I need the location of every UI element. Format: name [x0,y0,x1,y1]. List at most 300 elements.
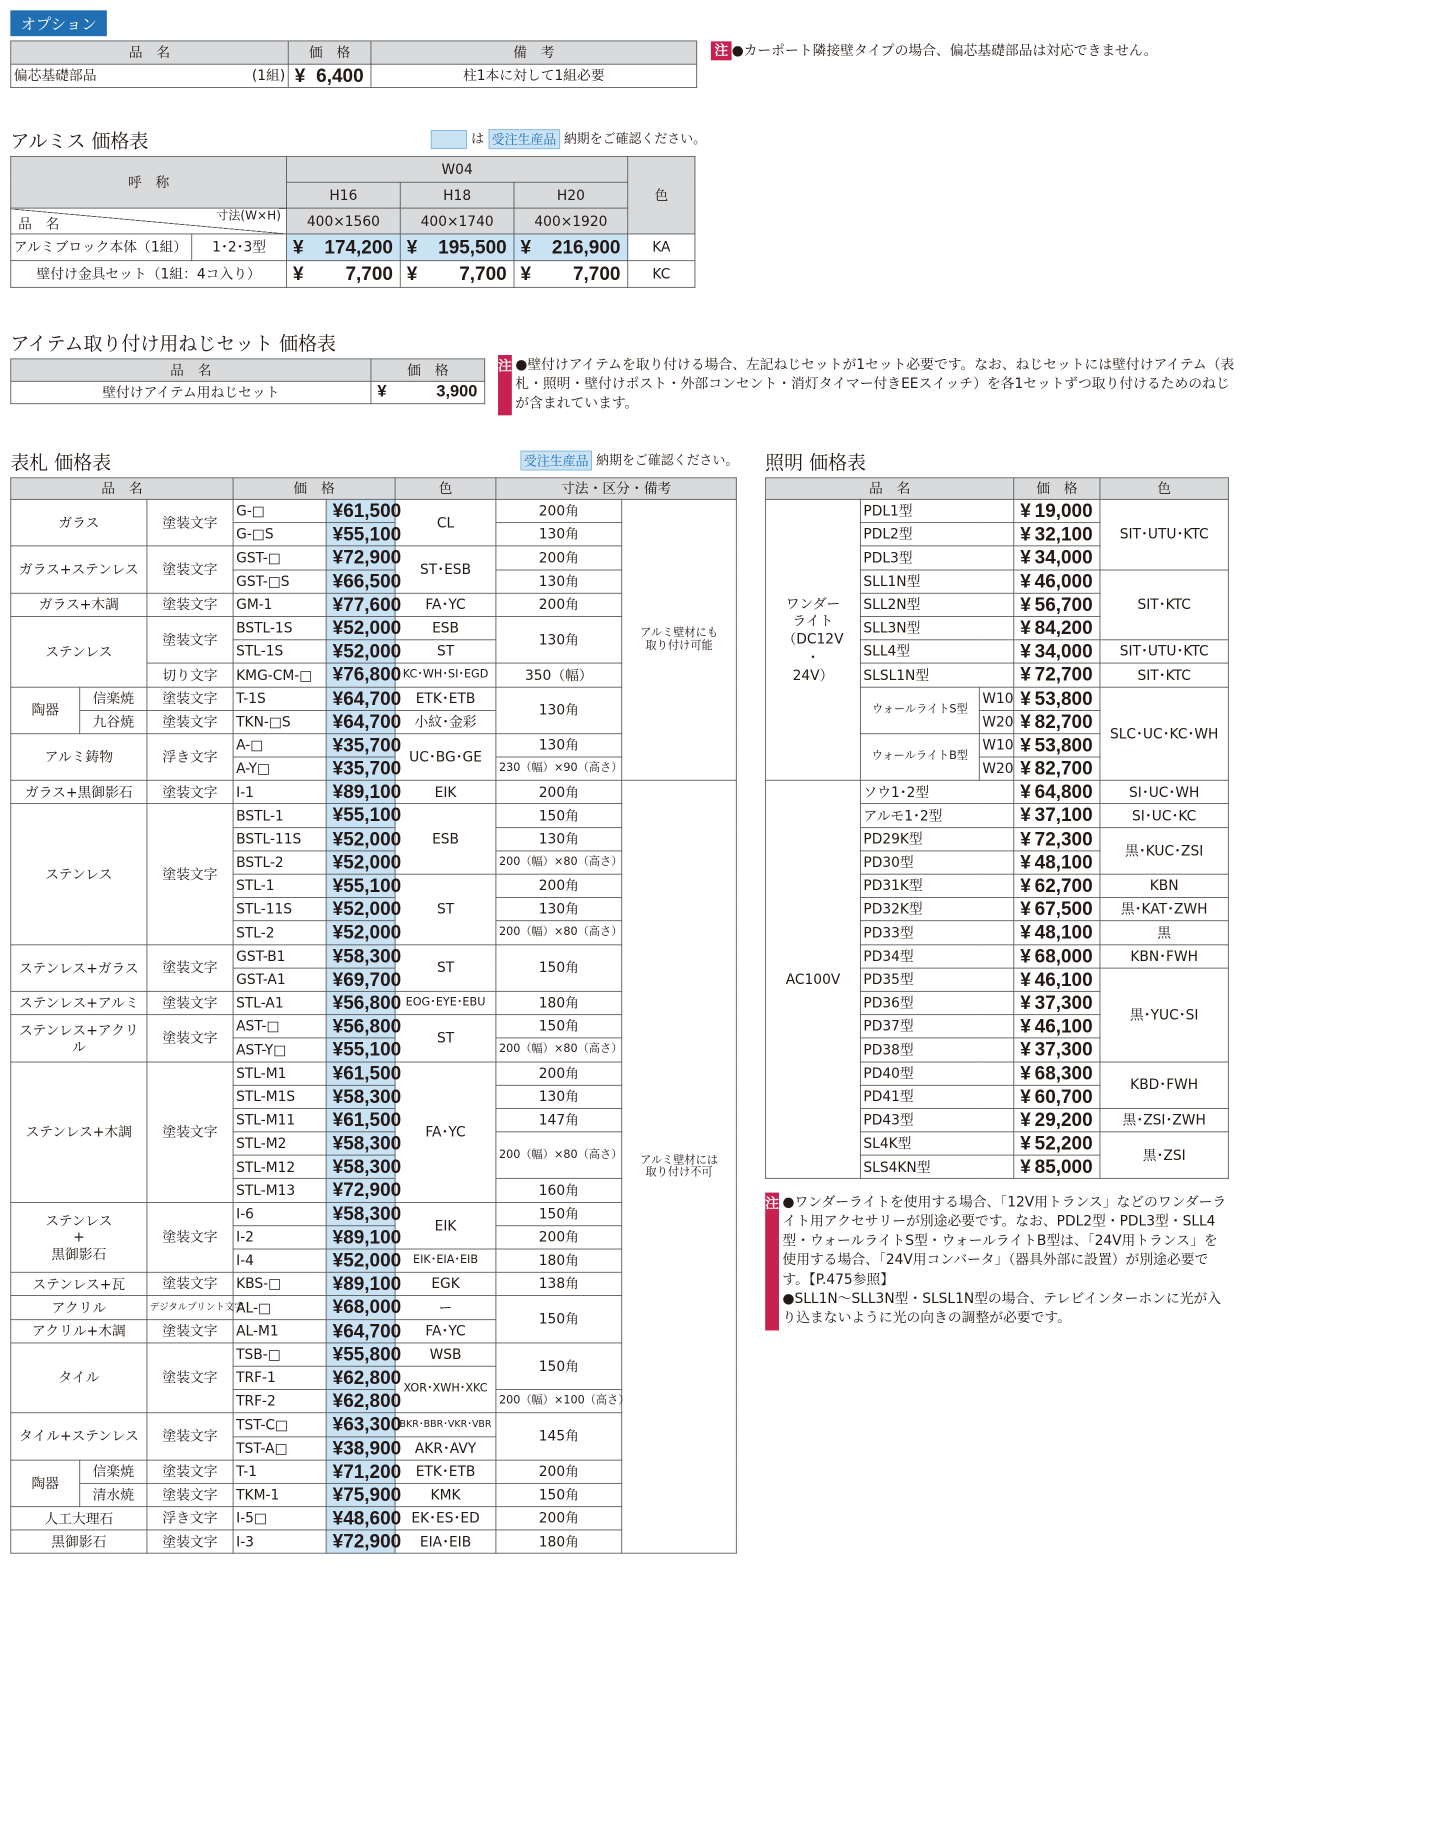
shomei-color: SI･UC･KC [1100,804,1228,827]
hyosatsu-size: 150角 [496,804,622,827]
hyosatsu-price: ¥ 55,100 [326,523,395,546]
hyosatsu-price: ¥ 89,100 [326,780,395,803]
shomei-color: 黒･YUC･SI [1100,968,1228,1062]
hyosatsu-size: 150角 [496,1015,622,1038]
hyosatsu-code: STL-1S [233,640,326,663]
hyosatsu-size: 147角 [496,1108,622,1131]
shomei-price: ¥ 48,100 [1014,921,1100,944]
hyosatsu-lettering: 塗装文字 [147,616,233,663]
hyosatsu-category: ガラス+ステンレス [11,546,147,593]
shomei-color: 黒･ZSI [1100,1132,1228,1179]
hyosatsu-price: ¥ 75,900 [326,1483,395,1506]
hyosatsu-price: ¥ 71,200 [326,1460,395,1483]
hyosatsu-code: I-2 [233,1226,326,1249]
hyosatsu-lettering: 塗装文字 [147,1343,233,1413]
hyosatsu-lettering: デジタルプリント文字 [147,1296,233,1319]
shomei-name: PD35型 [860,968,1013,991]
alumis-header-yobi: 呼 称 [11,156,287,208]
shomei-color: 黒･KUC･ZSI [1100,827,1228,874]
hyosatsu-lettering: 塗装文字 [147,1460,233,1483]
hyosatsu-price: ¥ 62,800 [326,1390,395,1413]
hyosatsu-size: 230（幅）×90（高さ） [496,757,622,780]
shomei-note-2: ●SLL1N〜SLL3N型・SLSL1N型の場合、テレビインターホンに光が入り込まないように光の向きの調整が必要です。 [782,1289,1222,1326]
hyosatsu-lettering: 塗装文字 [147,1319,233,1342]
note-mark: 注 [498,355,512,415]
hyosatsu-code: AL-M1 [233,1319,326,1342]
hyosatsu-header-remark: 寸法・区分・備考 [496,478,736,500]
hyosatsu-category: アクリル+木調 [11,1319,147,1342]
hyosatsu-color: EIK･EIA･EIB [395,1249,496,1272]
hyosatsu-price: ¥ 72,900 [326,1179,395,1202]
hyosatsu-size: 200角 [496,780,622,803]
shomei-name: アルモ1･2型 [860,804,1013,827]
hyosatsu-size: 200（幅）×80（高さ） [496,851,622,874]
hyosatsu-category: アルミ鋳物 [11,734,147,781]
made-to-order-tag: 受注生産品 [488,129,560,149]
shomei-price: ¥ 72,700 [1014,663,1100,686]
hyosatsu-lettering: 塗装文字 [147,1062,233,1203]
hyosatsu-category: ステンレス+ガラス [11,944,147,991]
hyosatsu-category: ステンレス+瓦 [11,1272,147,1295]
hyosatsu-code: BSTL-1S [233,616,326,639]
hyosatsu-price: ¥ 58,300 [326,1155,395,1178]
hyosatsu-size: 150角 [496,1296,622,1343]
hyosatsu-code: GST-□S [233,570,326,593]
hyosatsu-color: FA･YC [395,593,496,616]
shomei-name: SLL4型 [860,640,1013,663]
hyosatsu-size: 130角 [496,734,622,757]
hyosatsu-code: STL-11S [233,898,326,921]
hyosatsu-code: STL-M12 [233,1155,326,1178]
hyosatsu-price: ¥ 58,300 [326,1085,395,1108]
shomei-name: SLL3N型 [860,616,1013,639]
hyosatsu-lettering: 塗装文字 [147,1202,233,1272]
option-header-name: 品 名 [11,41,288,64]
option-badge: オプション [10,10,107,36]
hyosatsu-code: KMG-CM-□ [233,663,326,686]
shomei-name: PD34型 [860,944,1013,967]
hyosatsu-category: ステンレス+アルミ [11,991,147,1014]
hyosatsu-remark: アルミ壁材には 取り付け不可 [622,780,737,1553]
hyosatsu-price: ¥ 61,500 [326,1062,395,1085]
hyosatsu-color: ST [395,874,496,944]
hyosatsu-price: ¥ 89,100 [326,1226,395,1249]
hyosatsu-category: ステンレス+木調 [11,1062,147,1203]
hyosatsu-size: 130角 [496,827,622,850]
note-mark: 注 [765,1193,779,1331]
shomei-price: ¥ 60,700 [1014,1085,1100,1108]
shomei-name: PD43型 [860,1108,1013,1131]
hyosatsu-category: ガラス+木調 [11,593,147,616]
hyosatsu-category: ステンレス [11,616,147,686]
hyosatsu-color: FA･YC [395,1062,496,1203]
hyosatsu-price: ¥ 52,000 [326,898,395,921]
hyosatsu-subcategory: 信楽焼 [80,687,147,710]
hyosatsu-price: ¥ 35,700 [326,757,395,780]
hyosatsu-code: TST-A□ [233,1436,326,1459]
hyosatsu-code: STL-M11 [233,1108,326,1131]
hyosatsu-code: AL-□ [233,1296,326,1319]
hyosatsu-color: EIK [395,780,496,803]
hyosatsu-price: ¥ 58,300 [326,944,395,967]
hyosatsu-code: AST-Y□ [233,1038,326,1061]
hyosatsu-category: 人工大理石 [11,1507,147,1530]
hyosatsu-price: ¥ 66,500 [326,570,395,593]
hyosatsu-subcategory: 九谷焼 [80,710,147,733]
hyosatsu-size: 200角 [496,1226,622,1249]
hyosatsu-title: 表札 価格表 [10,452,112,474]
shomei-header-name: 品 名 [766,478,1014,500]
shomei-header-price: 価 格 [1014,478,1100,500]
hyosatsu-price: ¥ 38,900 [326,1436,395,1459]
shomei-price: ¥ 37,300 [1014,991,1100,1014]
hyosatsu-color: EOG･EYE･EBU [395,991,496,1014]
hyosatsu-price: ¥ 48,600 [326,1507,395,1530]
shomei-price: ¥ 68,300 [1014,1062,1100,1085]
hyosatsu-color: ST [395,640,496,663]
hyosatsu-code: STL-M1 [233,1062,326,1085]
hyosatsu-code: STL-M1S [233,1085,326,1108]
hyosatsu-color: KC･WH･SI･EGD [395,663,496,686]
hyosatsu-color: EIK [395,1202,496,1249]
hyosatsu-code: TSB-□ [233,1343,326,1366]
shomei-name: PDL1型 [860,499,1013,522]
hyosatsu-lettering: 塗装文字 [147,687,233,710]
hyosatsu-code: G-□S [233,523,326,546]
shomei-color: SI･UC･WH [1100,780,1228,803]
shomei-name: PD29K型 [860,827,1013,850]
hyosatsu-size: 200角 [496,593,622,616]
hyosatsu-subcategory: 清水焼 [80,1483,147,1506]
hyosatsu-size: 130角 [496,616,622,663]
hyosatsu-price: ¥ 56,800 [326,991,395,1014]
shomei-wall-light-b: ウォールライトB型 [860,734,979,781]
hyosatsu-lettering: 塗装文字 [147,593,233,616]
hyosatsu-size: 160角 [496,1179,622,1202]
hyosatsu-color: EGK [395,1272,496,1295]
hyosatsu-price: ¥ 72,900 [326,546,395,569]
hyosatsu-price: ¥ 62,800 [326,1366,395,1389]
shomei-price: ¥ 46,100 [1014,968,1100,991]
hyosatsu-size: 200（幅）×80（高さ） [496,921,622,944]
shomei-color: KBN [1100,874,1228,897]
hyosatsu-category: 黒御影石 [11,1530,147,1553]
hyosatsu-code: A-□ [233,734,326,757]
hyosatsu-color: UC･BG･GE [395,734,496,781]
shomei-table [765,477,1229,1179]
screw-row-name: 壁付けアイテム用ねじセット [11,381,371,403]
shomei-price: ¥ 37,300 [1014,1038,1100,1061]
shomei-name: SLL2N型 [860,593,1013,616]
hyosatsu-price: ¥ 61,500 [326,1108,395,1131]
alumis-header-w04: W04 [287,156,628,182]
hyosatsu-lettering: 塗装文字 [147,1483,233,1506]
shomei-name: PD36型 [860,991,1013,1014]
shomei-price: ¥ 56,700 [1014,593,1100,616]
hyosatsu-price: ¥ 89,100 [326,1272,395,1295]
alumis-row-type: 1･2･3型 [192,234,287,261]
shomei-price: ¥ 72,300 [1014,827,1100,850]
shomei-row [766,780,1229,803]
hyosatsu-code: I-3 [233,1530,326,1553]
shomei-wattage: W20 [979,710,1013,733]
hyosatsu-category: ステンレス [11,804,147,945]
hyosatsu-color: WSB [395,1343,496,1366]
hyosatsu-color: ST [395,1015,496,1062]
alumis-row-price: ¥ 174,200 [287,234,401,261]
hyosatsu-code: I-1 [233,780,326,803]
shomei-color: KBD･FWH [1100,1062,1228,1109]
shomei-price: ¥ 29,200 [1014,1108,1100,1131]
hyosatsu-category: アクリル [11,1296,147,1319]
shomei-price: ¥ 53,800 [1014,687,1100,710]
hyosatsu-code: TKM-1 [233,1483,326,1506]
hyosatsu-size: 200角 [496,1062,622,1085]
shomei-price: ¥ 34,000 [1014,640,1100,663]
option-note: 注 ●カーポート隣接壁タイプの場合、偏芯基礎部品は対応できません。 [711,41,1157,60]
hyosatsu-price: ¥ 68,000 [326,1296,395,1319]
hyosatsu-lettering: 浮き文字 [147,1507,233,1530]
hyosatsu-price: ¥ 55,100 [326,1038,395,1061]
screw-header-price: 価 格 [371,359,485,381]
shomei-name: PD40型 [860,1062,1013,1085]
shomei-name: PD31K型 [860,874,1013,897]
hyosatsu-code: I-5□ [233,1507,326,1530]
hyosatsu-code: G-□ [233,499,326,522]
hyosatsu-price: ¥ 55,100 [326,804,395,827]
hyosatsu-code: I-4 [233,1249,326,1272]
hyosatsu-size: 130角 [496,523,622,546]
hyosatsu-category: タイル [11,1343,147,1413]
hyosatsu-row [11,499,737,522]
hyosatsu-color: ST･ESB [395,546,496,593]
hyosatsu-size: 200（幅）×100（高さ） [496,1390,622,1413]
hyosatsu-price: ¥ 64,700 [326,710,395,733]
hyosatsu-size: 145角 [496,1413,622,1460]
shomei-wattage: W10 [979,734,1013,757]
hyosatsu-price: ¥ 52,000 [326,827,395,850]
shomei-price: ¥ 67,500 [1014,898,1100,921]
alumis-dim-h16: 400×1560 [287,208,401,234]
hyosatsu-category: ガラス [11,499,147,546]
hyosatsu-color: XOR･XWH･XKC [395,1366,496,1413]
shomei-name: ソウ1･2型 [860,780,1013,803]
hyosatsu-size: 150角 [496,944,622,991]
hyosatsu-category: タイル+ステンレス [11,1413,147,1460]
shomei-price: ¥ 48,100 [1014,851,1100,874]
hyosatsu-color: ESB [395,616,496,639]
hyosatsu-code: TKN-□S [233,710,326,733]
hyosatsu-code: GM-1 [233,593,326,616]
hyosatsu-color: FA･YC [395,1319,496,1342]
hyosatsu-price: ¥ 52,000 [326,851,395,874]
hyosatsu-color: 小紋･金彩 [395,710,496,733]
shomei-price: ¥ 68,000 [1014,944,1100,967]
hyosatsu-color: BKR･BBR･VKR･VBR [395,1413,496,1436]
hyosatsu-size: 200（幅）×80（高さ） [496,1038,622,1061]
shomei-price: ¥ 46,000 [1014,570,1100,593]
hyosatsu-lettering: 浮き文字 [147,734,233,781]
hyosatsu-size: 200角 [496,499,622,522]
hyosatsu-size: 200角 [496,1507,622,1530]
hyosatsu-header-name: 品 名 [11,478,233,500]
shomei-price: ¥ 82,700 [1014,710,1100,733]
hyosatsu-code: STL-M2 [233,1132,326,1155]
shomei-price: ¥ 32,100 [1014,523,1100,546]
hyosatsu-price: ¥ 52,000 [326,921,395,944]
shomei-wattage: W20 [979,757,1013,780]
alumis-row-color: KA [628,234,695,261]
shomei-name: PDL2型 [860,523,1013,546]
shomei-price: ¥ 19,000 [1014,499,1100,522]
hyosatsu-code: TST-C□ [233,1413,326,1436]
shomei-price: ¥ 52,200 [1014,1132,1100,1155]
hyosatsu-code: TRF-1 [233,1366,326,1389]
hyosatsu-code: STL-1 [233,874,326,897]
shomei-wattage: W10 [979,687,1013,710]
alumis-header-corner: 品 名 寸法(W×H) [11,208,287,234]
option-header-price: 価 格 [288,41,371,64]
hyosatsu-lettering: 塗装文字 [147,991,233,1014]
hyosatsu-code: STL-A1 [233,991,326,1014]
made-to-order-tag: 受注生産品 [520,451,592,471]
shomei-color: 黒･ZSI･ZWH [1100,1108,1228,1131]
option-row-name: 偏芯基礎部品 (1組) [11,64,288,87]
shomei-price: ¥ 85,000 [1014,1155,1100,1178]
shomei-color: SIT･UTU･KTC [1100,499,1228,569]
shomei-color: KBN･FWH [1100,944,1228,967]
alumis-table [10,156,695,288]
screw-title: アイテム取り付け用ねじセット 価格表 [10,333,336,356]
hyosatsu-table [10,477,736,1554]
option-row-price: ¥ 6,400 [288,64,371,87]
hyosatsu-category: 陶器 [11,687,80,734]
alumis-row-price: ¥ 7,700 [514,261,628,288]
hyosatsu-price: ¥ 64,700 [326,1319,395,1342]
shomei-name: SLS4KN型 [860,1155,1013,1178]
shomei-group-ac100v: AC100V [766,780,861,1178]
hyosatsu-code: STL-M13 [233,1179,326,1202]
screw-note: 注 ●壁付けアイテムを取り付ける場合、左記ねじセットが1セット必要です。なお、ねじセットには壁付けアイテム（表札・照明・壁付けポスト・外部コンセント・消灯タイマー付きEEスイッチ）を各1セットずつ取り付けるためのねじが含まれています。 [498,355,1235,415]
alumis-row-price: ¥ 195,500 [400,234,514,261]
hyosatsu-price: ¥ 55,800 [326,1343,395,1366]
hyosatsu-size: 130角 [496,1085,622,1108]
hyosatsu-size: 180角 [496,991,622,1014]
hyosatsu-code: BSTL-11S [233,827,326,850]
hyosatsu-price: ¥ 58,300 [326,1132,395,1155]
shomei-name: PD33型 [860,921,1013,944]
hyosatsu-category: ステンレス + 黒御影石 [11,1202,147,1272]
hyosatsu-color: ー [395,1296,496,1319]
hyosatsu-color: AKR･AVY [395,1436,496,1459]
hyosatsu-code: TRF-2 [233,1390,326,1413]
hyosatsu-color: ETK･ETB [395,687,496,710]
hyosatsu-lettering: 塗装文字 [147,710,233,733]
alumis-legend: は 受注生産品 納期をご確認ください。 [431,129,706,149]
hyosatsu-lettering: 塗装文字 [147,1015,233,1062]
hyosatsu-code: BSTL-1 [233,804,326,827]
hyosatsu-price: ¥ 55,100 [326,874,395,897]
alumis-dim-h18: 400×1740 [400,208,514,234]
hyosatsu-size: 200角 [496,874,622,897]
alumis-row-price: ¥ 216,900 [514,234,628,261]
hyosatsu-code: GST-B1 [233,944,326,967]
hyosatsu-price: ¥ 56,800 [326,1015,395,1038]
hyosatsu-color: ST [395,944,496,991]
hyosatsu-code: STL-2 [233,921,326,944]
hyosatsu-price: ¥ 64,700 [326,687,395,710]
shomei-price: ¥ 53,800 [1014,734,1100,757]
hyosatsu-code: KBS-□ [233,1272,326,1295]
hyosatsu-size: 150角 [496,1343,622,1390]
hyosatsu-lettering: 塗装文字 [147,944,233,991]
hyosatsu-color: EIA･EIB [395,1530,496,1553]
hyosatsu-color: CL [395,499,496,546]
shomei-note [765,1193,1230,1331]
shomei-name: SLL1N型 [860,570,1013,593]
hyosatsu-color: KMK [395,1483,496,1506]
shomei-name: PD30型 [860,851,1013,874]
shomei-header-color: 色 [1100,478,1228,500]
screw-header-name: 品 名 [11,359,371,381]
hyosatsu-price: ¥ 58,300 [326,1202,395,1225]
hyosatsu-legend: 受注生産品 納期をご確認ください。 [520,451,738,471]
shomei-wall-light-s: ウォールライトS型 [860,687,979,734]
hyosatsu-category: 陶器 [11,1460,80,1507]
hyosatsu-code: I-6 [233,1202,326,1225]
shomei-price: ¥ 62,700 [1014,874,1100,897]
hyosatsu-size: 150角 [496,1202,622,1225]
hyosatsu-size: 130角 [496,570,622,593]
hyosatsu-price: ¥ 72,900 [326,1530,395,1553]
hyosatsu-size: 200（幅）×80（高さ） [496,1132,622,1179]
hyosatsu-code: GST-A1 [233,968,326,991]
shomei-row [766,499,1229,522]
hyosatsu-lettering: 塗装文字 [147,804,233,945]
shomei-color: SIT･KTC [1100,570,1228,640]
hyosatsu-code: GST-□ [233,546,326,569]
alumis-title: アルミス 価格表 [10,130,149,153]
hyosatsu-lettering: 塗装文字 [147,499,233,546]
hyosatsu-size: 180角 [496,1530,622,1553]
hyosatsu-size: 130角 [496,687,622,734]
hyosatsu-price: ¥ 35,700 [326,734,395,757]
alumis-dim-h20: 400×1920 [514,208,628,234]
shomei-price: ¥ 84,200 [1014,616,1100,639]
hyosatsu-price: ¥ 63,300 [326,1413,395,1436]
alumis-row-price: ¥ 7,700 [400,261,514,288]
hyosatsu-code: T-1 [233,1460,326,1483]
shomei-name: PD32K型 [860,898,1013,921]
hyosatsu-size: 200角 [496,1460,622,1483]
note-mark: 注 [711,41,732,60]
hyosatsu-size: 350（幅） [496,663,622,686]
hyosatsu-code: BSTL-2 [233,851,326,874]
screw-row-price: ¥ 3,900 [371,381,485,403]
hyosatsu-lettering: 塗装文字 [147,546,233,593]
hyosatsu-remark: アルミ壁材にも 取り付け可能 [622,499,737,780]
shomei-name: SL4K型 [860,1132,1013,1155]
hyosatsu-price: ¥ 52,000 [326,616,395,639]
hyosatsu-color: ETK･ETB [395,1460,496,1483]
hyosatsu-category: ステンレス+アクリル [11,1015,147,1062]
hyosatsu-size: 180角 [496,1249,622,1272]
hyosatsu-lettering: 塗装文字 [147,1272,233,1295]
shomei-color: SIT･KTC [1100,663,1228,686]
hyosatsu-lettering: 塗装文字 [147,780,233,803]
shomei-name: PDL3型 [860,546,1013,569]
shomei-group-wonderlight: ワンダー ライト （DC12V ・ 24V） [766,499,861,780]
